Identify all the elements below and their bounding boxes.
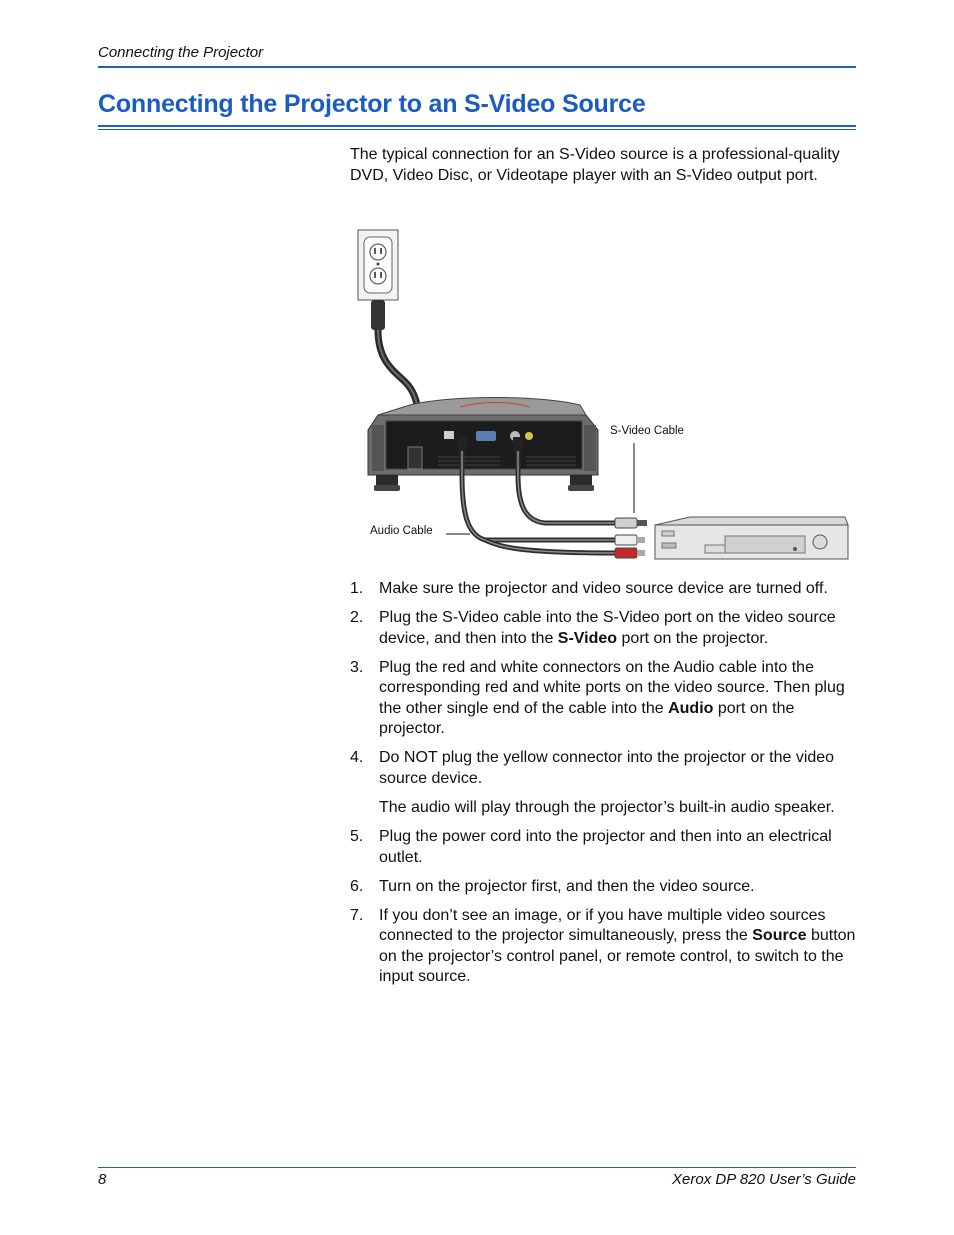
- svideo-plug-illustration: [513, 437, 523, 451]
- step-text: Plug the S-Video cable into the S-Video port on the video source device, and then into the: [379, 609, 836, 647]
- step-keyword: Source: [752, 927, 807, 944]
- step-keyword: S-Video: [557, 629, 618, 647]
- svideo-cable-label: S-Video Cable: [610, 425, 684, 437]
- step-item: [350, 827, 860, 868]
- step-number: 6.: [350, 877, 364, 895]
- source-connectors-illustration: [615, 518, 647, 558]
- step-keyword: Audio: [668, 699, 714, 717]
- step-item: [350, 579, 860, 600]
- step-text: Turn on the projector first, and then the video source.: [379, 877, 755, 895]
- step-list: [350, 579, 860, 996]
- wall-outlet-illustration: [358, 230, 398, 300]
- video-source-device-illustration: [655, 517, 848, 559]
- step-text-end: port on the projector.: [379, 699, 795, 737]
- step-number: 5.: [350, 828, 364, 845]
- audio-cable-label: Audio Cable: [370, 525, 433, 537]
- step-text: If you don’t see an image, or if you have multiple video sources connected to the projector simultaneously, press the: [379, 906, 826, 944]
- audio-plug-illustration: [458, 437, 467, 451]
- guide-name: Xerox DP 820 User’s Guide: [672, 1171, 856, 1188]
- step-item: [350, 608, 860, 649]
- footer-rule: [98, 1167, 856, 1168]
- title-rule-bottom: [98, 129, 856, 130]
- step-number: 7.: [350, 906, 364, 924]
- step-number: 3.: [350, 658, 364, 676]
- page-number: 8: [98, 1171, 107, 1188]
- step-item: [350, 877, 860, 898]
- step-text: Plug the power cord into the projector and then into an electrical outlet.: [379, 828, 832, 866]
- connection-diagram: [350, 225, 856, 565]
- step-number: 1.: [350, 580, 364, 597]
- header-rule: [98, 66, 856, 68]
- projector-illustration: [368, 398, 598, 492]
- running-head: Connecting the Projector: [98, 44, 264, 61]
- step-text: Plug the red and white connectors on the Audio cable into the corresponding red and white ports on the video source. Then plug the other single end of the cable into the: [379, 658, 845, 717]
- step-item: [350, 906, 860, 988]
- title-rule-top: [98, 125, 856, 127]
- step-number: 2.: [350, 609, 364, 626]
- step-item: [350, 748, 860, 819]
- page-title: Connecting the Projector to an S-Video Source: [98, 90, 646, 118]
- step-item: [350, 658, 860, 740]
- step-text-end: port on the projector.: [617, 629, 769, 647]
- step-text-end: button on the projector’s control panel, or remote control, to switch to the input source.: [379, 927, 856, 985]
- step-text: Do NOT plug the yellow connector into the projector or the video source device.: [379, 749, 835, 787]
- step-number: 4.: [350, 749, 364, 766]
- step-text: Make sure the projector and video source device are turned off.: [379, 580, 828, 597]
- step-note: The audio will play through the projector’s built-in audio speaker.: [379, 799, 835, 816]
- intro-paragraph: The typical connection for an S-Video source is a professional-quality DVD, Video Disc, or Videotape player with an S-Video output port.: [350, 146, 840, 184]
